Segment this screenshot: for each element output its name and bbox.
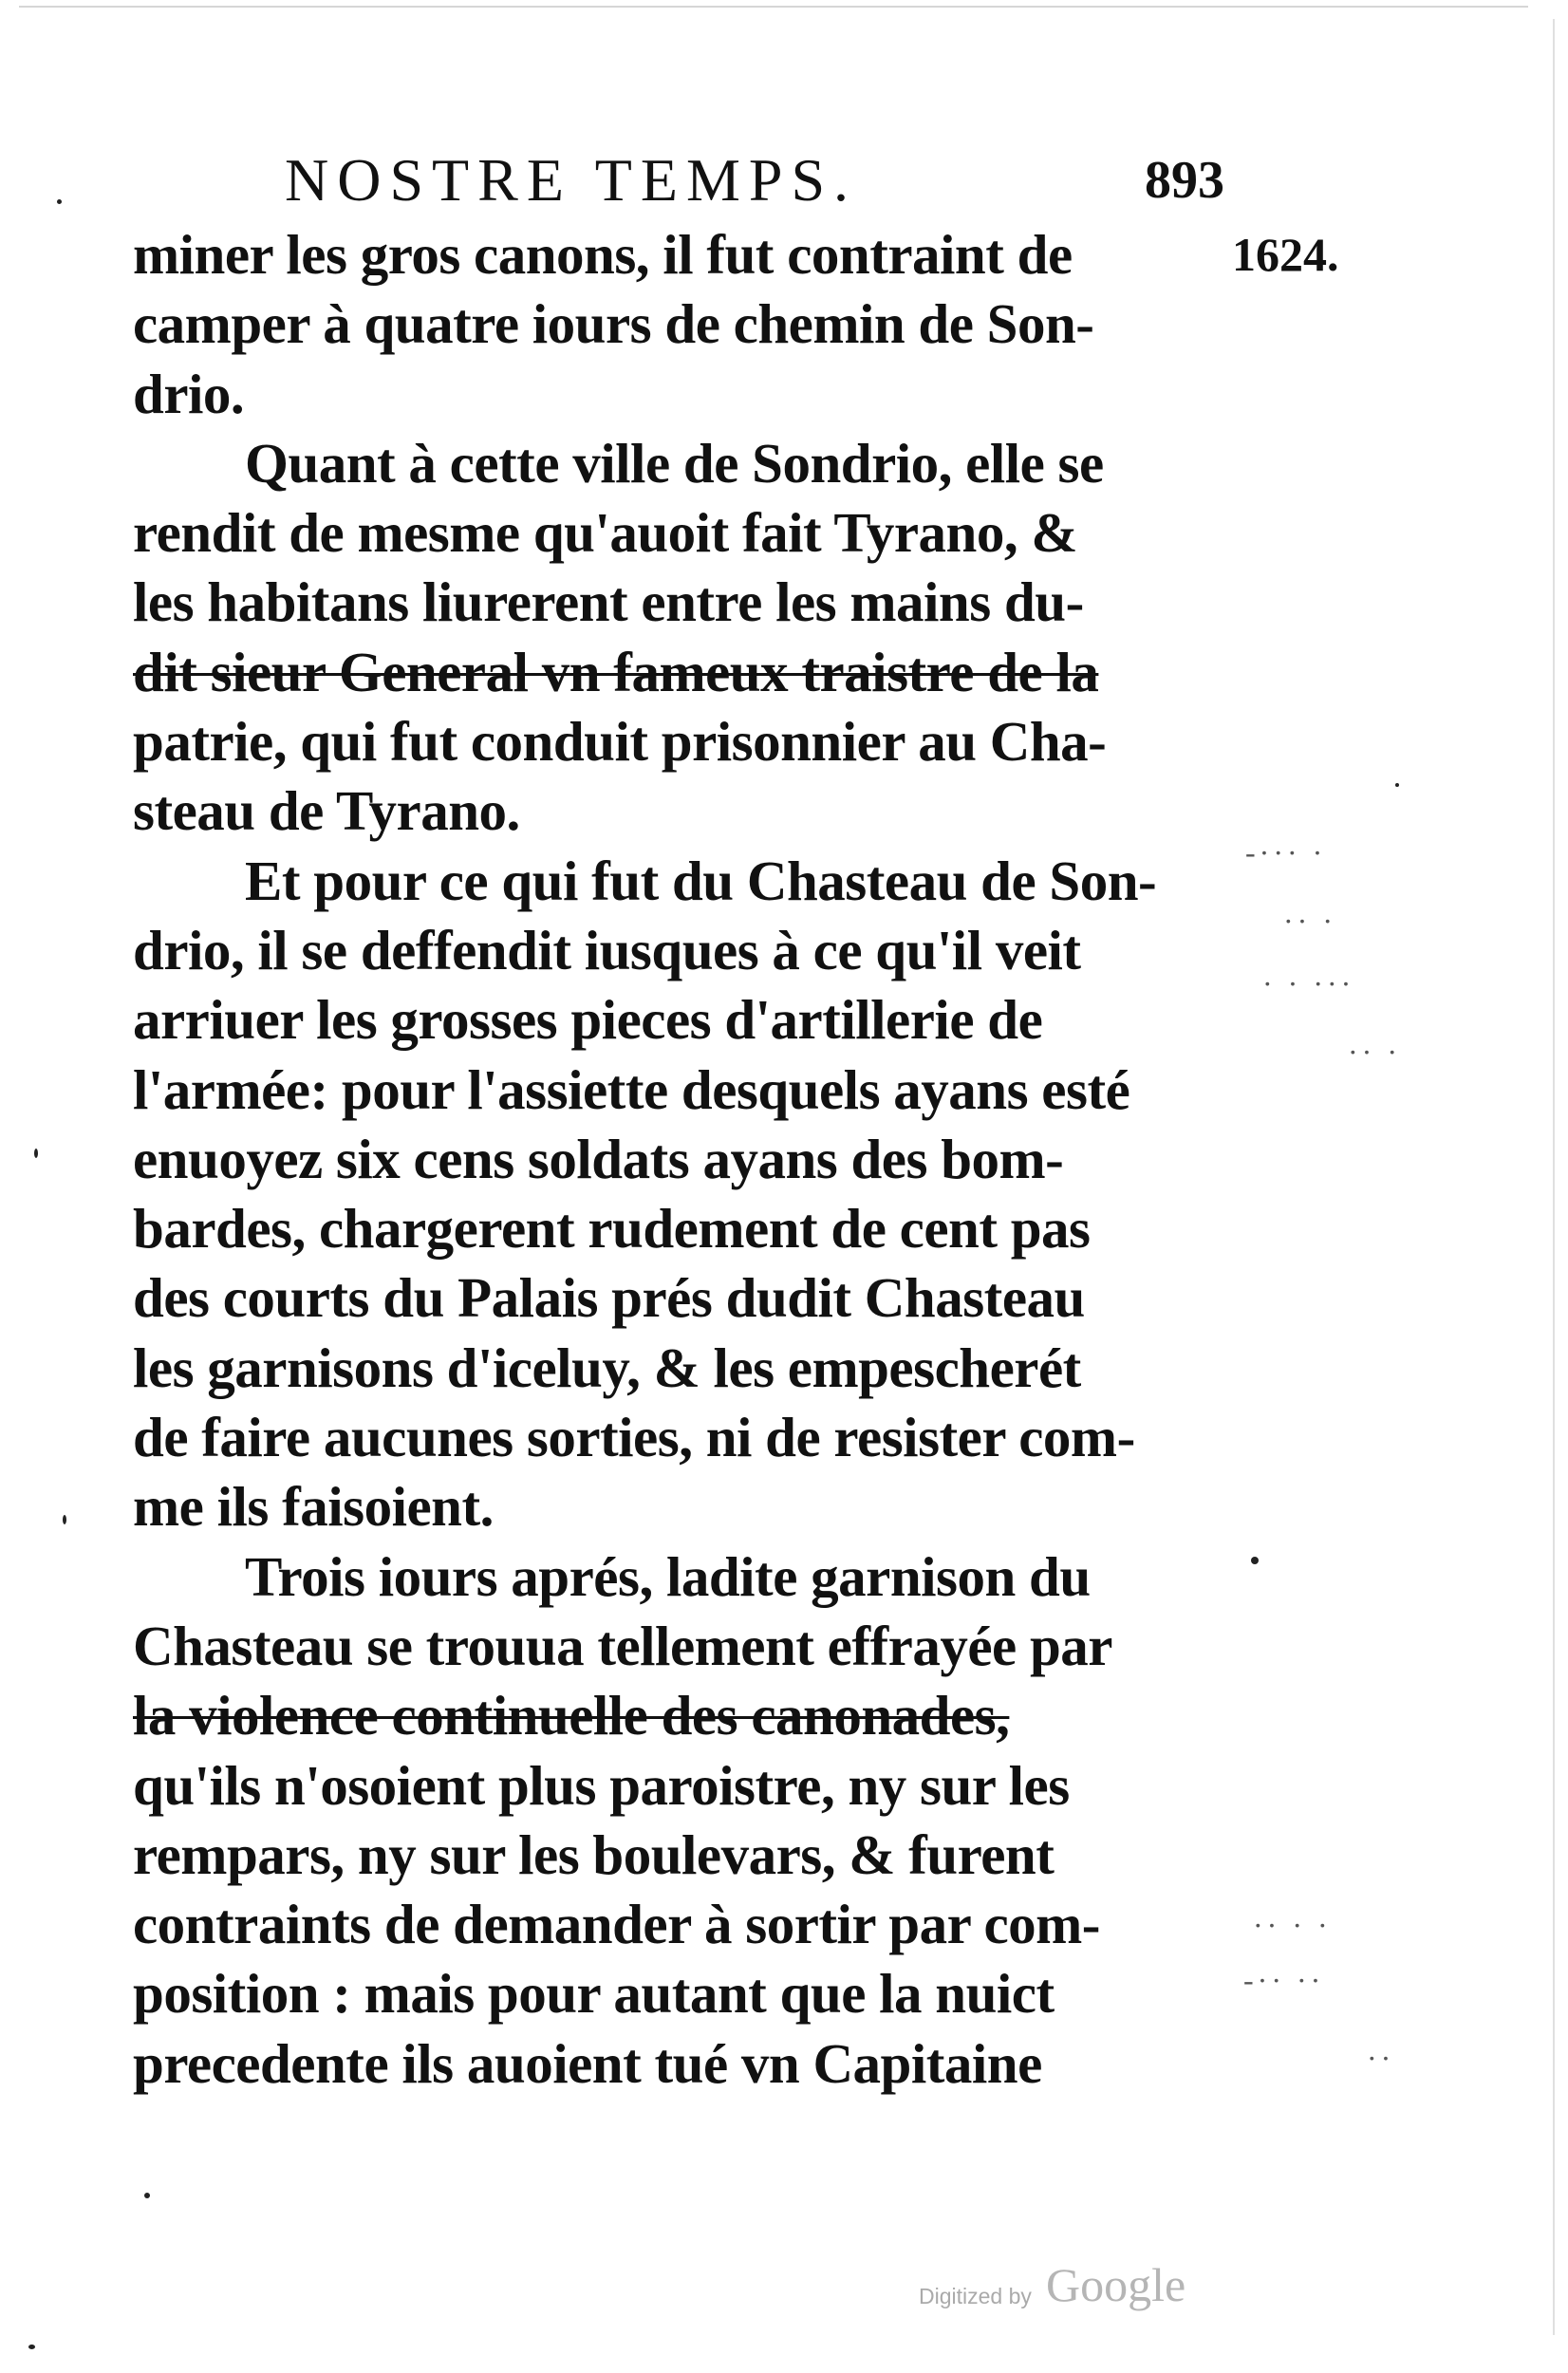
margin-year: 1624. <box>1232 228 1339 281</box>
digitized-watermark <box>919 2257 1251 2314</box>
text-line: patrie, qui fut conduit prisonnier au Cha- <box>133 710 1107 774</box>
text-line: rempars, ny sur les boulevars, & furent <box>133 1822 1055 1886</box>
text-line: steau de Tyrano. <box>133 779 520 843</box>
running-title: NOSTRE TEMPS. <box>285 146 858 214</box>
text-line: precedente ils auoient tué vn Capitaine <box>133 2031 1042 2095</box>
scan-speck <box>28 2345 35 2349</box>
scan-speck <box>34 1149 38 1158</box>
bleed-through-mark: · · ··· <box>1262 966 1355 1000</box>
text-line: contraints de demander à sortir par com- <box>133 1893 1100 1956</box>
text-line: l'armée: pour l'assiette desquels ayans esté <box>133 1057 1130 1121</box>
watermark-prefix: Digitized by <box>919 2284 1032 2308</box>
bleed-through-mark: -·· ·· <box>1243 1963 1325 1997</box>
text-line: drio. <box>133 362 245 425</box>
text-line: arriuer les grosses pieces d'artillerie de <box>133 988 1043 1052</box>
text-line: drio, il se deffendit iusques à ce qu'il veit <box>133 918 1081 981</box>
bleed-through-mark: ·· · <box>1348 1035 1401 1069</box>
text-line: Et pour ce qui fut du Chasteau de Son- <box>245 849 1157 912</box>
text-line: des courts du Palais prés dudit Chasteau <box>133 1266 1085 1330</box>
text-line: enuoyez six cens soldats ayans des bom- <box>133 1127 1064 1190</box>
text-line: la violence continuelle des canonades, <box>133 1684 1010 1747</box>
body-text <box>133 220 1234 2099</box>
scan-top-edge <box>19 6 1528 8</box>
text-line: position : mais pour autant que la nuict <box>133 1962 1055 2026</box>
text-line: les garnisons d'iceluy, & les empescherét <box>133 1336 1081 1399</box>
text-line: me ils faisoient. <box>133 1475 494 1539</box>
bleed-through-mark: -··· · <box>1245 835 1327 869</box>
bleed-through-mark: ·· · · <box>1253 1908 1332 1942</box>
text-line: de faire aucunes sorties, ni de resister com- <box>133 1406 1135 1469</box>
text-line: les habitans liurerent entre les mains du- <box>133 570 1084 634</box>
text-line: rendit de mesme qu'auoit fait Tyrano, & <box>133 501 1077 565</box>
text-line: dit sieur General vn fameux traistre de la <box>133 640 1099 703</box>
scan-speck <box>57 199 62 204</box>
page-number: 893 <box>1145 151 1224 210</box>
text-line: Trois iours aprés, ladite garnison du <box>245 1544 1091 1608</box>
scan-right-edge <box>1553 19 1555 2335</box>
bleed-through-mark: ·· · <box>1283 904 1336 938</box>
scan-speck <box>1251 1557 1259 1564</box>
text-line: miner les gros canons, il fut contraint de <box>133 223 1073 286</box>
text-line: qu'ils n'osoient plus paroistre, ny sur les <box>133 1753 1070 1817</box>
text-line: Quant à cette ville de Sondrio, elle se <box>245 431 1104 495</box>
page-header <box>285 142 1224 218</box>
text-line: bardes, chargerent rudement de cent pas <box>133 1197 1091 1261</box>
scan-speck <box>144 2193 150 2198</box>
bleed-through-mark: ·· <box>1367 2041 1395 2075</box>
text-line: camper à quatre iours de chemin de Son- <box>133 292 1094 356</box>
scan-speck <box>63 1515 66 1524</box>
google-logo: Google <box>1046 2258 1186 2311</box>
scan-speck <box>1395 783 1399 787</box>
text-line: Chasteau se trouua tellement effrayée par <box>133 1614 1112 1677</box>
